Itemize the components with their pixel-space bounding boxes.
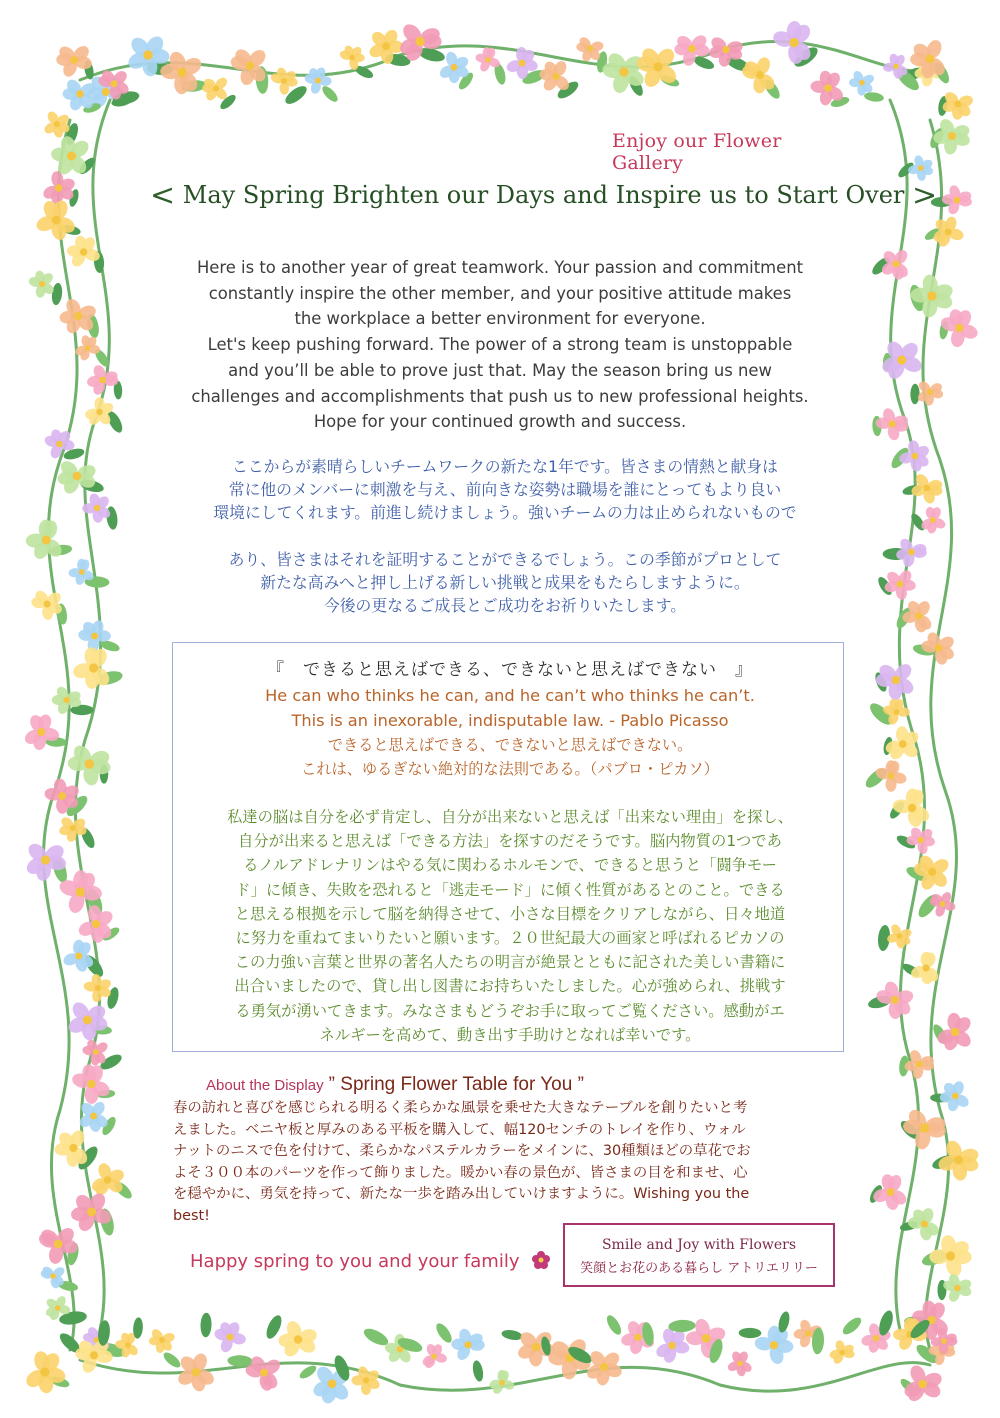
quote-english-line: This is an inexorable, indisputable law. - Pablo Picasso xyxy=(291,711,729,730)
japanese-line: 常に他のメンバーに刺激を与え、前向きな姿勢は職場を誰にとってもより良い xyxy=(228,480,782,499)
japanese-line: 環境にしてくれます。前進し続けましょう。強いチームの力は止められないもので xyxy=(213,503,797,522)
about-line: best! xyxy=(173,1207,210,1224)
signature-japanese: 笑顔とお花のある暮らし アトリエリリー xyxy=(580,1261,818,1276)
japanese-line: ここからが素晴らしいチームワークの新たな1年です。皆さまの情熱と献身は xyxy=(232,457,778,476)
english-line: the workplace a better environment for everyone. xyxy=(294,309,706,329)
english-line: and you’ll be able to prove just that. May the season bring us new xyxy=(228,360,772,380)
english-line: Here is to another year of great teamwork. Your passion and commitment xyxy=(196,258,804,277)
about-title: ” Spring Flower Table for You ” xyxy=(328,1074,584,1095)
about-line: 春の訪れと喜びを感じられる明るく柔らかな風景を乗せた大きなテーブルを創りたいと考 xyxy=(173,1100,748,1116)
flower-icon xyxy=(531,1250,551,1270)
commentary-line: るノルアドレナリンはやる気に関わるホルモンで、できると思うと「闘争モー xyxy=(243,856,777,875)
quote-lines xyxy=(180,683,840,781)
paragraph-gap xyxy=(160,524,850,548)
quote-japanese-line: できると思えばできる、できないと思えばできない。 xyxy=(327,736,693,754)
signature-english: Smile and Joy with Flowers xyxy=(601,1237,797,1253)
english-line: constantly inspire the other member, and your positive attitude makes xyxy=(208,283,792,303)
about-line: よそ３００本のパーツを作って飾りました。暖かい春の景色が、皆さまの目を和ませ、心 xyxy=(173,1164,748,1181)
happy-spring-text: Happy spring to you and your family xyxy=(190,1251,520,1272)
about-label: About the Display xyxy=(206,1077,324,1094)
commentary-line: に努力を重ねてまいりたいと願います。２０世紀最大の画家と呼ばれるピカソの xyxy=(235,929,785,948)
about-description xyxy=(173,1098,833,1227)
gallery-label: Enjoy our Flower Gallery xyxy=(612,130,782,174)
commentary-line: る勇気が湧いてきます。みなさまもどうぞお手に取ってご覧ください。感動がエ xyxy=(235,1001,785,1020)
about-heading xyxy=(206,1074,846,1096)
english-message xyxy=(175,255,825,435)
commentary-line: ド」に傾き、失敗を恐れると「逃走モード」に傾く性質があるとのこと。できる xyxy=(235,880,785,899)
japanese-line: 新たな高みへと押し上げる新しい挑戦と成果をもたらしますように。 xyxy=(260,573,750,592)
commentary-line: この力強い言葉と世界の著名人たちの明言が絶景とともに記された美しい書籍に xyxy=(234,953,786,972)
chevron-right-icon: > xyxy=(912,178,938,213)
quote-english-line: He can who thinks he can, and he can’t who thinks he can’t. xyxy=(265,686,755,705)
about-line: を穏やかに、勇気を持って、新たな一歩を踏み出していけますように。Wishing you the xyxy=(173,1186,750,1202)
about-line: ナットのニスで色を付けて、柔らかなパステルカラーをメインに、30種類ほどの草花でお xyxy=(173,1143,751,1159)
about-line: えました。ベニヤ板と厚みのある平板を購入して、幅120センチのトレイを作り、ウォル xyxy=(173,1121,746,1138)
japanese-line: あり、皆さまはそれを証明することができるでしょう。この季節がプロとして xyxy=(228,550,782,569)
chevron-left-icon: < xyxy=(150,178,176,213)
happy-spring-message xyxy=(190,1250,560,1272)
english-line: Let's keep pushing forward. The power of a strong team is unstoppable xyxy=(207,335,793,355)
commentary-line: 私達の脳は自分を必ず肯定し、自分が出来ないと思えば「出来ない理由」を探し、 xyxy=(227,808,793,826)
headline xyxy=(150,178,938,213)
commentary-line: と思える根拠を示して脳を納得させて、小さな目標をクリアしながら、日々地道 xyxy=(234,904,786,923)
japanese-line: 今後の更なるご成長とご成功をお祈りいたします。 xyxy=(323,596,687,615)
commentary-line: 出合いましたので、貸し出し図書にお持ちいたしました。心が強められ、挑戦す xyxy=(234,977,786,996)
quote-japanese-line: これは、ゆるぎない絶対的な法則である。（パブロ・ピカソ） xyxy=(301,760,719,778)
headline-text: May Spring Brighten our Days and Inspire us to Start Over xyxy=(182,181,905,209)
quote-commentary xyxy=(180,805,840,1047)
commentary-line: 自分が出来ると思えば「できる方法」を探すのだそうです。脳内物質の1つであ xyxy=(238,832,782,851)
signature-box xyxy=(563,1223,835,1287)
english-line: challenges and accomplishments that push us to new professional heights. xyxy=(191,386,809,406)
commentary-line: ネルギーを高めて、動き出す手助けとなれば幸いです。 xyxy=(319,1025,701,1044)
quote-japanese-title: 『 できると思えばできる、できないと思えばできない 』 xyxy=(267,660,753,680)
english-line: Hope for your continued growth and success. xyxy=(313,412,687,432)
japanese-message xyxy=(160,455,850,617)
